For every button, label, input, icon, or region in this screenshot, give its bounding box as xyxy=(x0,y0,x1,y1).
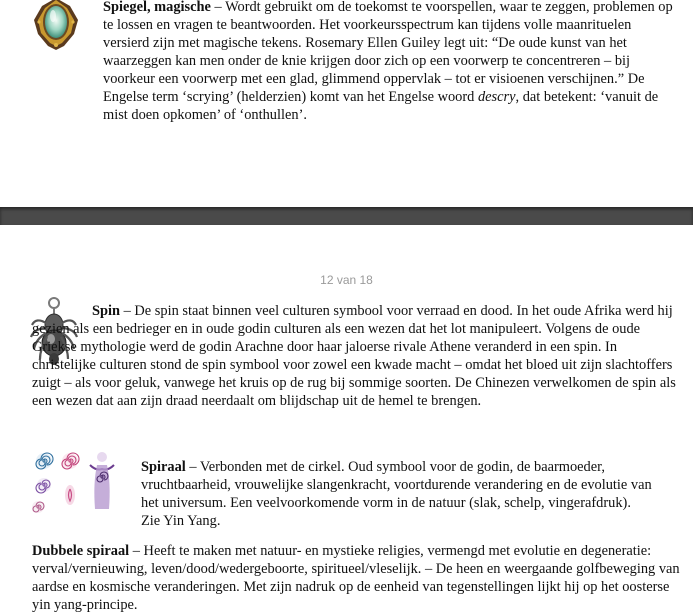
entry-see-also: Zie Yin Yang. xyxy=(141,513,221,529)
magic-mirror-icon xyxy=(26,0,86,52)
page-11-bottom xyxy=(0,0,693,207)
entry-body-italic: descry xyxy=(477,89,516,105)
entry-term: Spiraal xyxy=(141,459,186,475)
entry-body-end: , dat betekent: ‘vanuit de mist doen opkomen’ of ‘onthullen’. xyxy=(103,89,659,123)
entry-term: Spin xyxy=(92,303,121,319)
entry-spin xyxy=(32,302,682,410)
entry-term: Spiegel, magische xyxy=(103,0,211,15)
entry-spiraal xyxy=(141,458,671,530)
page-separator xyxy=(0,207,693,225)
page-number: 12 van 18 xyxy=(320,273,373,287)
entry-body: – Wordt gebruikt om de toekomst te voorspellen, waar te zeggen, problemen op te lossen en vragen te beantwoorden. Het voorkeursspectrum kan tijdens volle maanrituelen versierd zijn met magische tekens. Rosemary Ellen Guiley legt uit: “De oude kunst van het waarzeggen kan men onder de knie krijgen door zich op een voorwerp te concentreren – bij voorkeur een voorwerp met een glad, glimmend oppervlak – tot er visioenen verschijnen.” De Engelse term ‘scrying’ (helderzien) komt van het Engelse woord xyxy=(103,0,673,105)
entry-body: – Heeft te maken met natuur- en mystieke religies, vermengd met evolutie en degeneratie: verval/vernieuwing, leven/dood/wedergeboorte, spiritueel/vleselijk. – De heen en weergaande golfbeweging van aardse en kosmische veranderingen. Met zijn nadruk op de eenheid van tegenstellingen lijkt hij op het oosterse yin yang-principe. xyxy=(32,543,680,613)
entry-body: – Verbonden met de cirkel. Oud symbool voor de godin, de baarmoeder, vruchtbaarheid, vrouwelijke slangenkracht, voortdurende verandering en de evolutie van het universum. Een veelvoorkomende vorm in de natuur (slak, schelp, vingerafdruk). xyxy=(141,459,652,511)
entry-body: – De spin staat binnen veel culturen symbool voor verraad en dood. In het oude Afrika werd hij gezien als een bedrieger en in oude godin culturen als een wezen dat het lot manipuleert. Volgens de oude Griekse mythologie werd de godin Arachne door haar jaloerse rivale Athene veranderd in een spin. In christelijke culturen stond de spin symbool voor zowel een kwade macht – omdat het bloed uit zijn slachtoffers zuigt – als voor geluk, vanwege het kruis op de rug bij sommige soorten. De Chinezen verwelkomen de spin als een wezen dat aan zijn draad neerdaalt om blijdschap uit de hemel te brengen. xyxy=(32,303,676,409)
entry-spiegel-magische xyxy=(103,0,681,124)
entry-dubbele-spiraal xyxy=(32,542,682,614)
page-12 xyxy=(0,225,693,614)
spiral-symbols-icon xyxy=(24,447,134,517)
entry-term: Dubbele spiraal xyxy=(32,543,130,559)
